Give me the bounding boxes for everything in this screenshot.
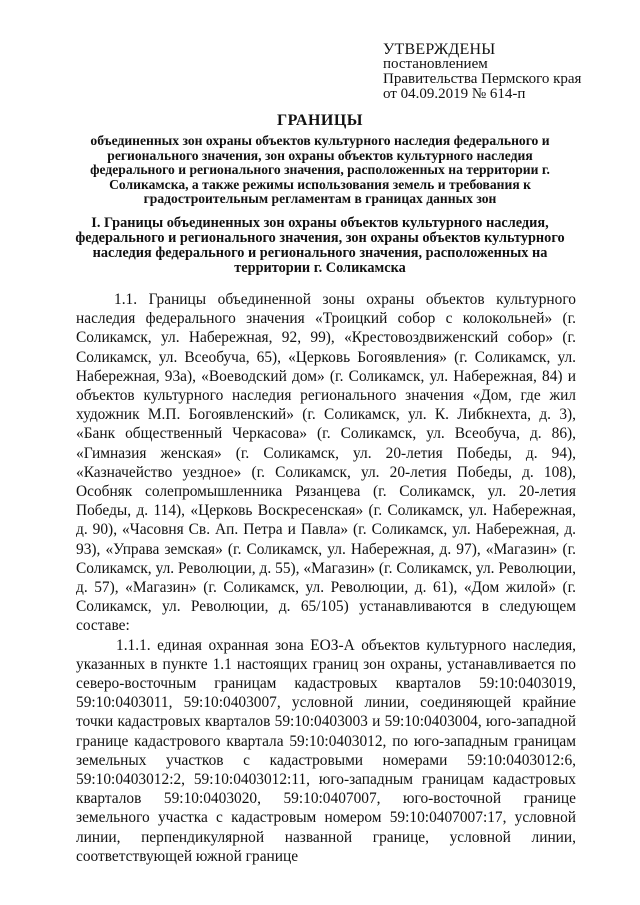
paragraph-1-1-1: 1.1.1. единая охранная зона ЕОЗ-А объектов культурного наследия, указанных в пункте 1.1 настоящих границ зон охраны, устанавливается по северо-восточным границам кадастровых кварталов 59:10:0403019, 59:10:0403011, 59:10:0403007, условной линии, соединяющей крайние точки кадастровых кварталов 59:10:0403003 и 59:10:0403004, юго-западной границе кадастрового квартала 59:10:0403012, по юго-западным границам земельных участков с кадастровыми номерами 59:10:0403012:6, 59:10:0403012:2, 59:10:0403012:11, юго-западным границам кадастровых кварталов 59:10:0403020, 59:10:0407007, юго-восточной границе земельного участка с кадастровым номером 59:10:0407007:17, условной линии, перпендикулярной названной границе, условной линии, соответствующей южной границе bbox=[76, 636, 576, 865]
approval-stamp bbox=[383, 42, 581, 102]
document-subtitle: объединенных зон охраны объектов культурного наследия федерального и регионального значения, зон охраны объектов культурного наследия федерального и регионального значения, расположенных на территории г. Соликамска, а также режимы использования земель и требования к градостроительным регламентам в границах данных зон bbox=[90, 133, 550, 206]
approval-date: от 04.09.2019 № 614-п bbox=[383, 86, 526, 102]
section-heading: I. Границы объединенных зон охраны объектов культурного наследия, федерального и регионального значения, зон охраны объектов культурного наследия федерального и регионального значения, расположенных на территории г. Соликамска bbox=[75, 215, 565, 276]
body-text bbox=[76, 290, 576, 866]
approval-line: Правительства Пермского края bbox=[383, 71, 582, 87]
document-title: ГРАНИЦЫ bbox=[276, 112, 363, 129]
approval-heading: УТВЕРЖДЕНЫ bbox=[383, 41, 496, 58]
approval-line: постановлением bbox=[383, 56, 488, 72]
paragraph-1-1: 1.1. Границы объединенной зоны охраны объектов культурного наследия федерального значения «Троицкий собор с колокольней» (г. Соликамск, ул. Набережная, 92, 99), «Крестовоздвиженский собор» (г. Соликамск, ул. Всеобуча, 65), «Церковь Богоявления» (г. Соликамск, ул. Набережная, 93а), «Воеводский дом» (г. Соликамск, ул. Набережная, 84) и объектов культурного наследия регионального значения «Дом, где жил художник М.П. Богоявленский» (г. Соликамск, ул. К. Либкнехта, д. 3), «Банк общественный Черкасова» (г. Соликамск, ул. Всеобуча, д. 86), «Гимназия женская» (г. Соликамск, ул. 20-летия Победы, д. 94), «Казначейство уездное» (г. Соликамск, ул. 20-летия Победы, д. 108), Особняк солепромышленника Рязанцева (г. Соликамск, ул. 20-летия Победы, д. 114), «Церковь Воскресенская» (г. Соликамск, ул. Набережная, д. 90), «Часовня Св. Ап. Петра и Павла» (г. Соликамск, ул. Набережная, д. 93), «Управа земская» (г. Соликамск, ул. Набережная, д. 97), «Магазин» (г. Соликамск, ул. Революции, д. 55), «Магазин» (г. Соликамск, ул. Революции, д. 57), «Магазин» (г. Соликамск, ул. Революции, д. 61), «Дом жилой» (г. Соликамск, ул. Революции, д. 65/105) устанавливаются в следующем составе: bbox=[76, 291, 576, 635]
